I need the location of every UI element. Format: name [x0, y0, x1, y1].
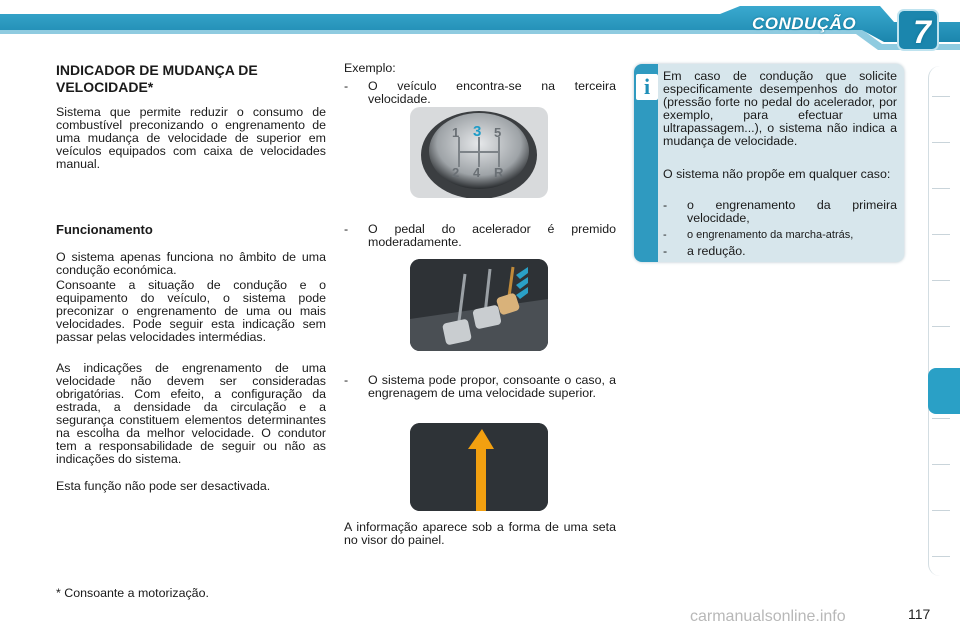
tab-divider: [932, 510, 950, 511]
tab-divider: [932, 234, 950, 235]
gear-label: 2: [452, 165, 460, 180]
page-header: [0, 0, 960, 56]
info-icon: i: [636, 74, 658, 100]
paragraph: Esta função não pode ser desactivada.: [56, 479, 271, 493]
dashboard-display-image: [410, 423, 548, 511]
gear-knob-image: [410, 107, 548, 198]
info-list-item: - o engrenamento da marcha-atrás,: [663, 229, 897, 242]
paragraph: O sistema apenas funciona no âmbito de uma condução económica.: [56, 250, 326, 277]
pedals-illustration: [410, 259, 548, 351]
example-item: - O sistema pode propor, consoante o caso, a engrenagem de uma velocidade superior.: [344, 374, 616, 400]
example-item: - O veículo encontra-se na terceira velocidade.: [344, 80, 616, 106]
subheading: Funcionamento: [56, 222, 153, 237]
tab-divider: [932, 188, 950, 189]
tab-divider: [932, 464, 950, 465]
example-label: Exemplo:: [344, 61, 396, 75]
upshift-arrow-icon: [410, 423, 548, 511]
section-heading: INDICADOR DE MUDANÇA DE VELOCIDADE*: [56, 62, 258, 95]
paragraph: Consoante a situação de condução e o equipamento do veículo, o sistema pode preconizar o engrenamento de uma ou mais velocidades. Pode seguir esta indicação sem passar pelas velocidades intermédias.: [56, 278, 326, 344]
paragraph: As indicações de engrenamento de uma velocidade não devem ser consideradas obrigatórias. Com efeito, a configuração da estrada, a densidade da circulação e a segurança constituem elementos determinantes na escolha da melhor velocidade. O condutor tem a responsabilidade de seguir ou não as indicações do sistema.: [56, 361, 326, 466]
gear-label: R: [494, 165, 504, 180]
info-paragraph: Em caso de condução que solicite especificamente desempenhos do motor (pressão forte no pedal do acelerador, por exemplo, para efectuar uma ultrapassagem...), o sistema não indica a mudança de velocidade.: [663, 69, 897, 148]
example-item: - O pedal do acelerador é premido moderadamente.: [344, 223, 616, 249]
chapter-number: 7: [913, 14, 931, 50]
chapter-tabs: [928, 66, 960, 576]
closing-paragraph: A informação aparece sob a forma de uma seta no visor do painel.: [344, 520, 616, 547]
info-list-intro: O sistema não propõe em qualquer caso:: [663, 167, 891, 181]
active-chapter-tab[interactable]: [928, 368, 960, 414]
info-list-item: - a redução.: [663, 245, 897, 258]
gear-label-highlighted: 3: [473, 123, 482, 140]
tab-divider: [932, 418, 950, 419]
intro-paragraph: Sistema que permite reduzir o consumo de combustível preconizando o engrenamento de uma mudança de velocidade de superior em veículos equipados com caixa de velocidades manual.: [56, 105, 326, 171]
watermark: carmanualsonline.info: [690, 608, 846, 625]
gear-label: 1: [452, 125, 460, 140]
info-box: [634, 64, 904, 262]
tab-divider: [932, 142, 950, 143]
tab-divider: [932, 96, 950, 97]
info-list-item: - o engrenamento da primeira velocidade,: [663, 199, 897, 225]
footnote: * Consoante a motorização.: [56, 586, 209, 600]
tab-divider: [932, 280, 950, 281]
tab-divider: [932, 556, 950, 557]
gear-knob-illustration: [410, 107, 548, 198]
gear-label: 4: [473, 165, 481, 180]
chapter-title: CONDUÇÃO: [752, 14, 857, 33]
pedals-image: [410, 259, 548, 351]
gear-label: 5: [494, 125, 502, 140]
tab-divider: [932, 326, 950, 327]
page-number: 117: [908, 606, 931, 622]
